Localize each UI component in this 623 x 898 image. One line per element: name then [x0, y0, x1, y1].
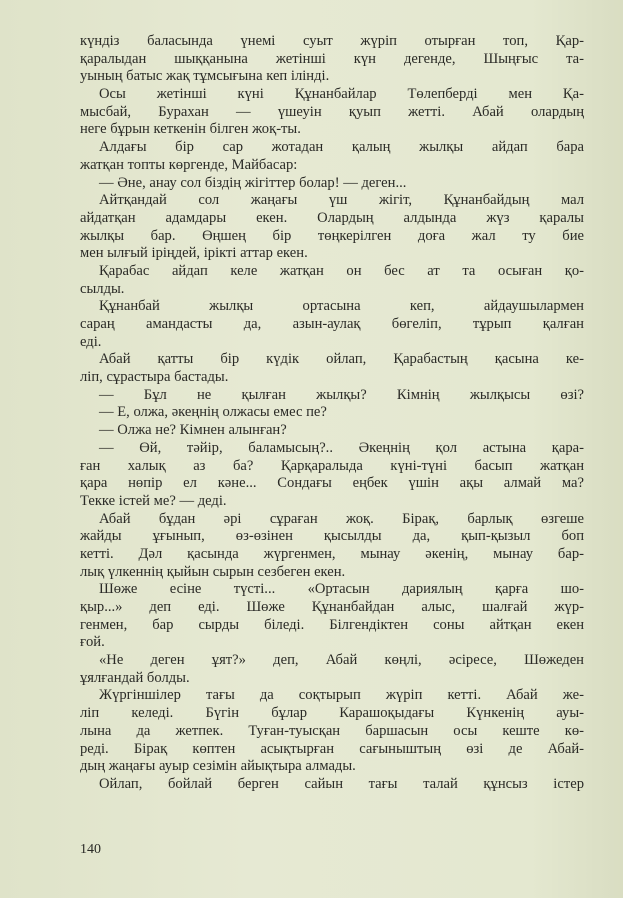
text-line: Жүргіншілер тағы да соқтырып жүріп кетті. Абай же-	[99, 687, 584, 704]
text-line: лық үлкеннің қыйын сырын сезбеген екен.	[80, 563, 346, 580]
text-line: жатқан топты көргенде, Майбасар:	[80, 156, 298, 173]
text-line: — Е, олжа, әкеңнің олжасы емес пе?	[99, 404, 327, 421]
text-line: Ойлап, бойлай берген сайын тағы талай құнсыз істер	[99, 775, 584, 792]
text-line: дың жаңағы ауыр сезімін айықтыра алмады.	[80, 758, 356, 775]
text-line: ліп келеді. Бүгін бұлар Карашоқыдағы Күнкенің ауы-	[80, 705, 584, 722]
text-line: — Өй, тәйір, баламысың?.. Әкеңнің қол астына қара-	[99, 439, 584, 456]
text-line: қара нөпір ел кәне... Сондағы еңбек үшін ақы алмай ма?	[80, 475, 584, 492]
text-line: күндіз баласында үнемі суыт жүріп отырған топ, Қар-	[80, 33, 584, 49]
text-line: — Әне, анау сол біздің жігіттер болар! — деген...	[99, 174, 407, 191]
text-line: Шөже есіне түсті... «Ортасын дариялың қарға шо-	[99, 581, 584, 598]
text-line: еді.	[80, 333, 102, 350]
text-line: Абай бұдан әрі сұраған жоқ. Бірақ, барлық өзгеше	[99, 510, 584, 527]
text-line: Қарабас айдап келе жатқан он бес ат та осыған қо-	[99, 262, 584, 279]
text-line: — Олжа не? Кімнен алынған?	[99, 422, 287, 439]
text-line: Алдағы бір сар жотадан қалың жылқы айдап бара	[99, 139, 584, 156]
text-line: Абай қатты бір күдік ойлап, Қарабастың қасына ке-	[99, 351, 584, 368]
text-line: — Бұл не қылған жылқы? Кімнің жылқысы өзі?	[99, 386, 584, 403]
text-line: мысбай, Бурахан — үшеуін қуып жетті. Абай олардың	[80, 103, 584, 120]
text-line: ған халық аз ба? Қарқаралыда күні-түні басып жатқан	[80, 457, 584, 474]
text-line: ліп, сұрастыра бастады.	[80, 369, 229, 386]
text-line: мен ылғый іріңдей, ірікті аттар екен.	[80, 245, 308, 262]
text-line: сылды.	[80, 280, 125, 297]
page-number: 140	[80, 842, 101, 857]
text-line: Осы жетінші күні Құнанбайлар Төлепберді мен Қа-	[99, 86, 584, 103]
text-line: жайды ұғынып, өз-өзінен қысылды да, қып-қызыл боп	[80, 528, 584, 545]
text-line: уының батыс жақ тұмсығына кеп ілінді.	[80, 68, 330, 85]
text-line: «Не деген ұят?» деп, Абай көңлі, әсіресе, Шөжеден	[99, 652, 584, 669]
page-body-text	[80, 33, 584, 794]
text-line: қаралыдан шыққанына жетінші күн дегенде, Шыңғыс та-	[80, 50, 584, 67]
text-line: кетті. Дәл қасында жүргенмен, мынау әкенің, мынау бар-	[80, 545, 584, 562]
text-line: сараң амандасты да, азын-аулақ бөгеліп, тұрып қалған	[80, 316, 584, 332]
text-line: неге бұрын кеткенін білген жоқ-ты.	[80, 121, 301, 138]
text-line: Құнанбай жылқы ортасына кеп, айдаушылармен	[99, 298, 584, 315]
text-line: генмен, бар сырды біледі. Білгендіктен соны айтқан екен	[80, 616, 584, 633]
text-line: Текке істей ме? — деді.	[80, 492, 227, 509]
text-line: Айтқандай сол жаңағы үш жігіт, Құнанбайдың мал	[99, 192, 584, 209]
text-line: лына да жетпек. Туған-туысқан баршасын осы кеште кө-	[80, 722, 584, 739]
text-line: реді. Бірақ көптен асықтырған сағыныштың өзі де Абай-	[80, 740, 584, 757]
text-line: ұялғандай болды.	[80, 669, 190, 686]
text-line: жылқы бар. Өңшең бір төңкерілген доға жал ту бие	[80, 227, 584, 244]
text-line: қыр...» деп еді. Шөже Құнанбайдан алыс, шалғай жүр-	[80, 599, 584, 615]
text-line: айдатқан адамдары екен. Олардың алдында жүз қаралы	[80, 209, 584, 226]
text-line: ғой.	[80, 634, 105, 651]
